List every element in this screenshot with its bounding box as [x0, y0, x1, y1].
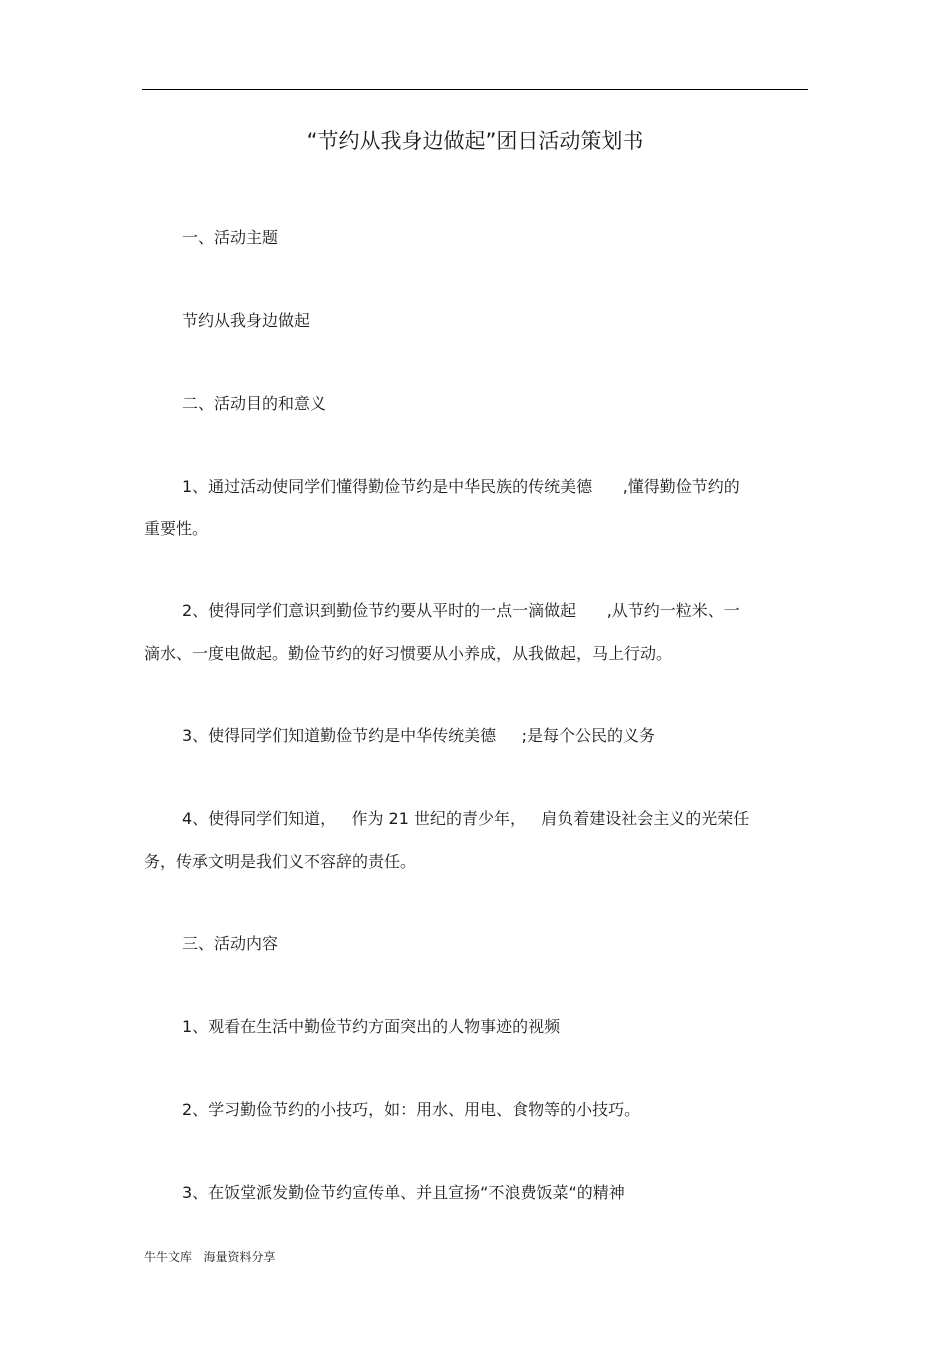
content-item-2: 2、学习勤俭节约的小技巧，如：用水、用电、食物等的小技巧。 — [182, 1100, 641, 1119]
section-heading-purpose: 二、活动目的和意义 — [182, 394, 327, 413]
document-title: “节约从我身边做起”团日活动策划书 — [306, 129, 644, 153]
purpose-item-1-line-1: 1、通过活动使同学们懂得勤俭节约是中华民族的传统美德 ,懂得勤俭节约的 — [182, 477, 740, 496]
purpose-item-1-line-2: 重要性。 — [144, 519, 209, 538]
purpose-item-3: 3、使得同学们知道勤俭节约是中华传统美德 ;是每个公民的义务 — [182, 726, 656, 745]
section-heading-content: 三、活动内容 — [182, 934, 279, 953]
header-rule — [142, 89, 808, 90]
purpose-item-2-line-1: 2、使得同学们意识到勤俭节约要从平时的一点一滴做起 ,从节约一粒米、一 — [182, 601, 740, 620]
purpose-item-2-line-2: 滴水、一度电做起。勤俭节约的好习惯要从小养成，从我做起，马上行动。 — [144, 644, 673, 663]
purpose-item-4-line-1: 4、使得同学们知道， 作为 21 世纪的青少年， 肩负着建设社会主义的光荣任 — [182, 809, 750, 828]
content-item-1: 1、观看在生活中勤俭节约方面突出的人物事迹的视频 — [182, 1017, 561, 1036]
theme-text: 节约从我身边做起 — [182, 311, 311, 330]
content-item-3: 3、在饭堂派发勤俭节约宣传单、并且宣扬“不浪费饭菜“的精神 — [182, 1183, 625, 1202]
purpose-item-4-line-2: 务，传承文明是我们义不容辞的责任。 — [144, 852, 417, 871]
footer-text: 牛牛文库 海量资料分享 — [144, 1250, 276, 1264]
section-heading-theme: 一、活动主题 — [182, 228, 279, 247]
